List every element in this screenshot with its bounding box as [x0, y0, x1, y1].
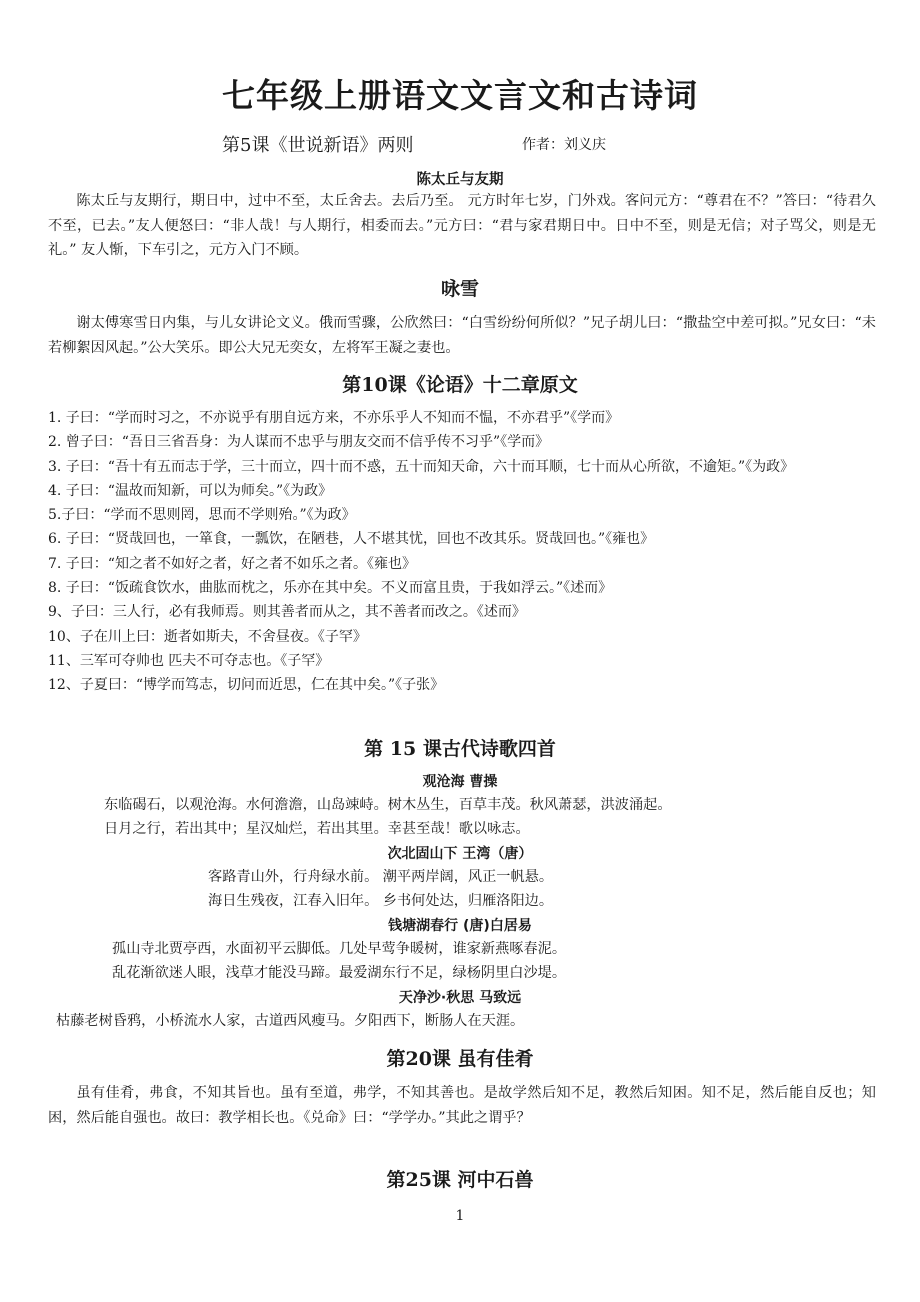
list-item: 11、三军可夺帅也 匹夫不可夺志也。《子罕》	[48, 652, 330, 669]
list-item: 9、子曰：三人行，必有我师焉。则其善者而从之，其不善者而改之。《述而》	[48, 604, 526, 621]
list-item: 8. 子曰：“饭疏食饮水，曲肱而枕之，乐亦在其中矣。不义而富且贵，于我如浮云。”《述而》	[48, 580, 613, 597]
poem2-line: 海日生残夜，江春入旧年。 乡书何处达，归雁洛阳边。	[208, 893, 554, 909]
list-item: 12、子夏曰：“博学而笃志，切问而近思，仁在其中矣。”《子张》	[48, 677, 445, 694]
lesson15-heading: 第 15 课古代诗歌四首	[364, 738, 556, 760]
poem1-title: 观沧海 曹操	[422, 774, 498, 790]
poem3-title: 钱塘湖春行 (唐)白居易	[388, 918, 532, 934]
poem1-line: 日月之行，若出其中；星汉灿烂，若出其里。幸甚至哉！歌以咏志。	[104, 821, 530, 837]
list-item: 1. 子曰：“学而时习之，不亦说乎有朋自远方来，不亦乐乎人不知而不愠，不亦君乎”《学而》	[48, 410, 620, 426]
document-title: 七年级上册语文文言文和古诗词	[222, 76, 698, 115]
lesson25-heading: 第25课 河中石兽	[386, 1169, 534, 1191]
analects-list	[48, 406, 878, 698]
list-item: 10、子在川上曰：逝者如斯夫，不舍昼夜。《子罕》	[48, 628, 367, 645]
poem3-line: 乱花渐欲迷人眼，浅草才能没马蹄。最爱湖东行不足，绿杨阴里白沙堤。	[112, 965, 567, 981]
list-item: 5.子曰：“学而不思则罔，思而不学则殆。”《为政》	[48, 507, 356, 524]
lesson20-heading: 第20课 虽有佳肴	[386, 1048, 534, 1070]
list-item: 4. 子曰：“温故而知新，可以为师矣。”《为政》	[48, 482, 333, 499]
story2-title: 咏雪	[440, 278, 479, 300]
poem2-title: 次北固山下 王湾（唐）	[387, 846, 533, 862]
list-item: 3. 子曰：“吾十有五而志于学，三十而立，四十而不惑，五十而知天命，六十而耳顺，七十而从心所欲，不逾矩。”《为政》	[48, 458, 795, 475]
poem3-line: 孤山寺北贾亭西，水面初平云脚低。几处早莺争暖树，谁家新燕啄春泥。	[112, 941, 567, 957]
story1-title: 陈太丘与友期	[416, 172, 504, 188]
poem1-line: 东临碣石，以观沧海。水何澹澹，山岛竦峙。树木丛生，百草丰茂。秋风萧瑟，洪波涌起。	[104, 797, 672, 813]
lesson10-heading: 第10课《论语》十二章原文	[342, 374, 578, 396]
lesson5-heading: 第5课《世说新语》两则	[222, 135, 414, 156]
page-number: 1	[455, 1208, 465, 1224]
poem2-line: 客路青山外，行舟绿水前。 潮平两岸阔，风正一帆悬。	[208, 869, 554, 885]
lesson20-text: 虽有佳肴，弗食，不知其旨也。虽有至道，弗学，不知其善也。是故学然后知不足，教然后知困。知不足，然后能自反也；知困，然后能自强也。故曰：教学相长也。《兑命》曰：“学学办。”其此之谓乎？	[48, 1085, 876, 1126]
poem4-line: 枯藤老树昏鸦，小桥流水人家，古道西风瘦马。夕阳西下，断肠人在天涯。	[56, 1013, 525, 1029]
poem4-title: 天净沙·秋思 马致远	[398, 990, 522, 1006]
story1-text: 陈太丘与友期行，期日中，过中不至，太丘舍去。去后乃至。 元方时年七岁，门外戏。客问元方：“尊君在不？”答曰：“待君久不至，已去。”友人便怒曰：“非人哉！与人期行，相委而去。”元方曰：“君与家君期日中。日中不至，则是无信；对子骂父，则是无礼。” 友人惭，下车引之，元方入门不顾。	[48, 193, 876, 258]
lesson5-author: 作者：刘义庆	[522, 137, 606, 153]
list-item: 7. 子曰：“知之者不如好之者，好之者不如乐之者。《雍也》	[48, 555, 416, 572]
story2-text: 谢太傅寒雪日内集，与儿女讲论文义。俄而雪骤，公欣然曰：“白雪纷纷何所似？”兄子胡儿曰：“撒盐空中差可拟。”兄女曰：“未若柳絮因风起。”公大笑乐。即公大兄无奕女，左将军王凝之妻也。	[48, 315, 876, 356]
list-item: 2. 曾子曰：“吾日三省吾身：为人谋而不忠乎与朋友交而不信乎传不习乎”《学而》	[48, 434, 550, 451]
list-item: 6. 子曰：“贤哉回也，一箪食，一瓢饮，在陋巷，人不堪其忧，回也不改其乐。贤哉回也。”《雍也》	[48, 531, 655, 548]
